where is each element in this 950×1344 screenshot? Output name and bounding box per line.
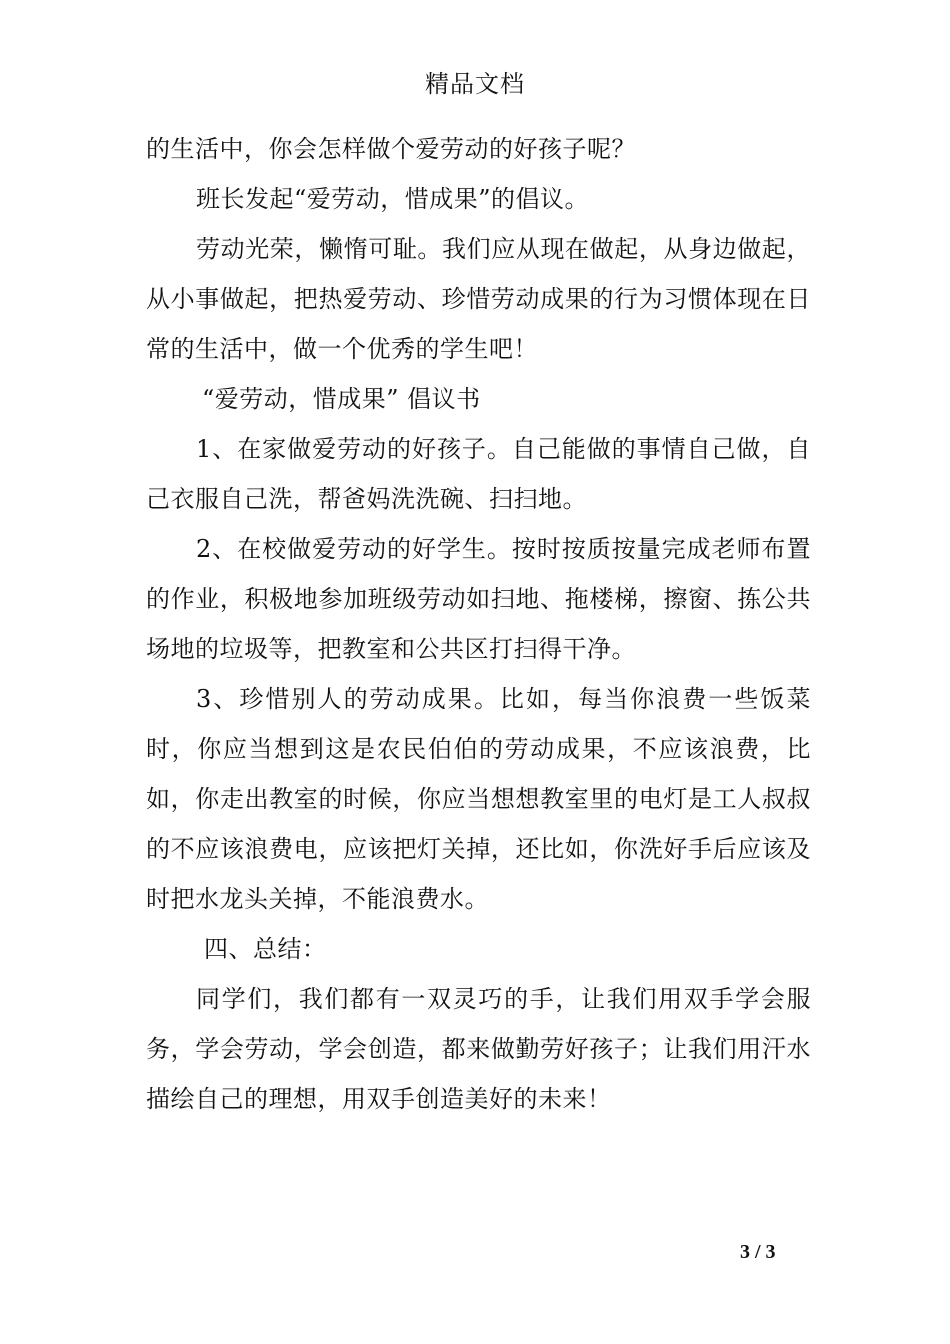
paragraph-labor-glory: 劳动光荣，懒惰可耻。我们应从现在做起，从身边做起，从小事做起，把热爱劳动、珍惜劳动成果的行为习惯体现在日常的生活中，做一个优秀的学生吧！ — [146, 235, 811, 363]
section-heading-summary: 四、总结： — [204, 935, 327, 963]
document-body — [146, 124, 811, 1124]
proposal-item-3: 3、珍惜别人的劳动成果。比如，每当你浪费一些饭菜时，你应当想到这是农民伯伯的劳动成果，不应该浪费，比如，你走出教室的时候，你应当想想教室里的电灯是工人叔叔的不应该浪费电，应该把灯关掉，还比如，你洗好手后应该及时把水龙头关掉，不能浪费水。 — [146, 685, 811, 913]
page-number: 3 / 3 — [740, 1241, 776, 1263]
proposal-title: “爱劳动，惜成果” 倡议书 — [202, 385, 481, 413]
page-header-title: 精品文档 — [425, 70, 525, 98]
paragraph-continuation: 的生活中，你会怎样做个爱劳动的好孩子呢？ — [146, 135, 636, 163]
proposal-item-2: 2、在校做爱劳动的好学生。按时按质按量完成老师布置的作业，积极地参加班级劳动如扫地、拖楼梯，擦窗、拣公共场地的垃圾等，把教室和公共区打扫得干净。 — [146, 535, 811, 663]
paragraph-initiative-intro: 班长发起“爱劳动，惜成果”的倡议。 — [196, 185, 590, 213]
proposal-item-1: 1、在家做爱劳动的好孩子。自己能做的事情自己做，自己衣服自己洗，帮爸妈洗洗碗、扫扫地。 — [146, 435, 811, 513]
paragraph-summary: 同学们，我们都有一双灵巧的手，让我们用双手学会服务，学会劳动，学会创造，都来做勤劳好孩子；让我们用汗水描绘自己的理想，用双手创造美好的未来！ — [146, 985, 811, 1113]
